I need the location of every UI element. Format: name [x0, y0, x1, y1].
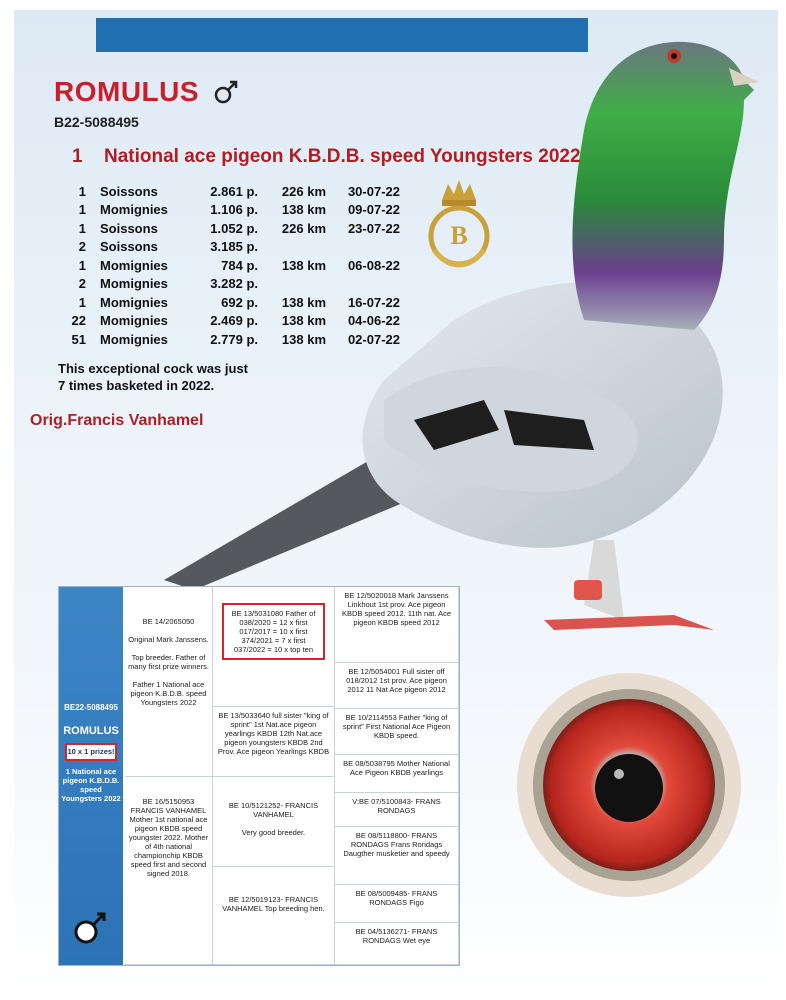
pedigree-fff [335, 587, 459, 663]
result-pts: 784 p. [221, 257, 258, 273]
pedigree-fmm [335, 755, 459, 793]
fm-text: BE 13/5033640 full sister "king of sprint" 1st Nat.ace pigeon yearlings KBDB 12th Nat.ace pigeon youngsters KBDB 2nd Prov. Ace pigeon Yearlings KBDB [217, 711, 330, 756]
ring-number: B22-5088495 [54, 114, 139, 130]
result-row [58, 330, 400, 349]
pedigree-chart [58, 586, 460, 966]
result-place: Momignies [100, 313, 168, 329]
result-place: Momignies [100, 276, 168, 292]
subject-ring: BE22-5088495 [64, 703, 118, 712]
result-place: Soissons [100, 220, 158, 236]
result-date: 09-07-22 [347, 202, 400, 218]
result-row [58, 182, 400, 201]
result-pos: 22 [71, 313, 86, 329]
fmm-text: BE 08/5038795 Mother National Ace Pigeon KBDB yearlings [343, 759, 450, 777]
basket-line-1: This exceptional cock was just [58, 361, 249, 376]
subject-description: 1 National ace pigeon K.B.D.B. speed Youngsters 2022 [61, 767, 121, 803]
result-row [58, 238, 400, 257]
result-date: 04-06-22 [347, 313, 400, 329]
logo-letter: B [450, 221, 468, 250]
mfm-text: BE 08/5118800- FRANS RONDAGS Frans Rondags Daugther musketier and speedy [343, 831, 450, 858]
ff-text: BE 13/5031080 Father of 038/2020 = 12 x first 017/2017 = 10 x first 374/2021 = 7 x first 037/2022 = 10 x top ten [231, 609, 316, 654]
mmm-text: BE 04/5136271- FRANS RONDAGS Wet eye [355, 927, 438, 945]
result-pos: 1 [78, 183, 86, 199]
pedigree-subject-panel [59, 587, 123, 965]
fff-text: BE 12/5020018 Mark Janssens Linkhout 1st prov. Ace pigeon KBDB speed 2012. 11th nat. Ace pigeon KBDB speed 2012 [341, 591, 452, 627]
results-table [58, 182, 400, 349]
pedigree-fmf [335, 709, 459, 755]
result-row [58, 312, 400, 331]
result-km: 138 km [281, 331, 326, 347]
result-place: Momignies [100, 202, 168, 218]
pedigree-mmf [335, 885, 459, 923]
mff-text: V:BE 07/5100843- FRANS RONDAGS [352, 797, 441, 815]
pedigree-mother-sire [213, 777, 335, 867]
result-pts: 2.779 p. [210, 331, 258, 347]
result-pos: 1 [78, 202, 86, 218]
pedigree-father-dam [213, 707, 335, 777]
basket-line-2: 7 times basketed in 2022. [58, 378, 215, 393]
result-row [58, 256, 400, 275]
result-pos: 2 [78, 276, 86, 292]
result-place: Momignies [100, 257, 168, 273]
mm-text: BE 12/5019123- FRANCIS VANHAMEL Top breeding hen. [222, 895, 325, 913]
result-date: 16-07-22 [347, 294, 400, 310]
result-pts: 2.861 p. [210, 183, 258, 199]
ffm-text: BE 12/5054001 Full sister off 018/2012 1st prov. Ace pigeon 2012 11 Nat Ace pigeon 2012 [346, 667, 447, 694]
pedigree-mother [125, 777, 213, 965]
result-place: Soissons [100, 183, 158, 199]
result-pos: 1 [78, 257, 86, 273]
result-row [58, 275, 400, 294]
result-pts: 3.282 p. [210, 276, 258, 292]
result-km: 138 km [281, 202, 326, 218]
subject-prizes-badge: 10 x 1 prizes! [65, 743, 117, 761]
pedigree-mfm [335, 827, 459, 885]
result-pos: 1 [78, 294, 86, 310]
result-place: Momignies [100, 294, 168, 310]
fmf-text: BE 10/2114553 Father "king of sprint" First National Ace Pigeon KBDB speed. [342, 713, 451, 740]
mother-text: BE 16/5150953 FRANCIS VANHAMEL Mother 1st national ace pigeon KBDB speed youngster 2022. Mother of 4th national championchip KBDB speed first and second signed 2018. [128, 797, 209, 878]
result-pts: 1.052 p. [210, 220, 258, 236]
result-pts: 3.185 p. [210, 239, 258, 255]
male-symbol-icon [213, 79, 239, 105]
result-date: 06-08-22 [347, 257, 400, 273]
origin-label: Orig.Francis Vanhamel [30, 412, 204, 429]
page [14, 10, 778, 992]
result-km: 138 km [281, 313, 326, 329]
result-km: 138 km [281, 294, 326, 310]
headline [72, 146, 581, 168]
result-place: Soissons [100, 239, 158, 255]
result-pos: 1 [78, 220, 86, 236]
pedigree-ffm [335, 663, 459, 709]
father-text: BE 14/2065050 Original Mark Janssens. Top breeder. Father of many first prize winners. Father 1 National ace pigeon K.B.D.B. speed Youngsters 2022 [128, 617, 209, 707]
result-pos: 51 [71, 331, 86, 347]
result-date: 30-07-22 [347, 183, 400, 199]
pedigree-father [125, 587, 213, 777]
mf-text: BE 10/5121252- FRANCIS VANHAMEL Very good breeder. [228, 801, 319, 837]
result-pts: 2.469 p. [210, 313, 258, 329]
result-row [58, 293, 400, 312]
result-km: 226 km [281, 220, 326, 236]
result-km: 138 km [281, 257, 326, 273]
result-km: 226 km [281, 183, 326, 199]
father-sire-box [222, 603, 325, 660]
result-pts: 1.106 p. [210, 202, 258, 218]
pigeon-name-title: ROMULUS [54, 76, 200, 107]
pigeon-eye-photo [514, 670, 744, 900]
male-symbol-icon [71, 909, 109, 947]
result-pos: 2 [78, 239, 86, 255]
mmf-text: BE 08/5009485- FRANS RONDAGS Figo [355, 889, 438, 907]
pedigree-mother-dam [213, 867, 335, 965]
pedigree-father-sire [213, 587, 335, 707]
subject-name: ROMULUS [63, 725, 119, 737]
headline-text: National ace pigeon K.B.D.B. speed Youngsters 2022 [104, 146, 581, 167]
result-row [58, 201, 400, 220]
pedigree-mff [335, 793, 459, 827]
basket-note [58, 360, 248, 394]
result-date: 23-07-22 [347, 220, 400, 236]
result-row [58, 219, 400, 238]
crown-b-logo-icon [424, 178, 494, 276]
result-place: Momignies [100, 331, 168, 347]
result-date: 02-07-22 [347, 331, 400, 347]
headline-rank: 1 [72, 146, 83, 167]
pedigree-mmm [335, 923, 459, 965]
result-pts: 692 p. [221, 294, 258, 310]
